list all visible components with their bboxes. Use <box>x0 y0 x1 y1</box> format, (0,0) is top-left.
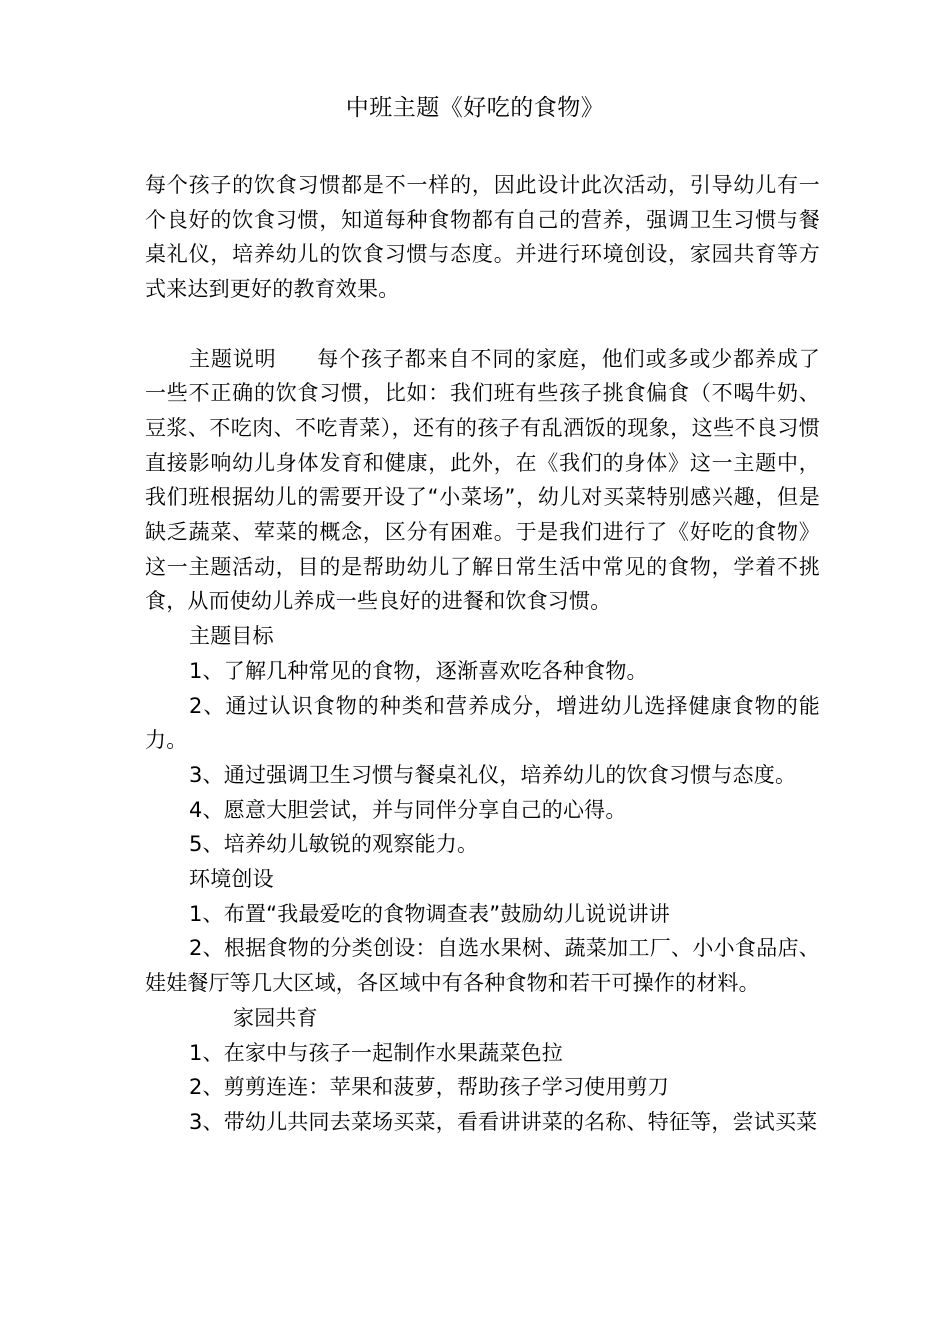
environment-heading: 环境创设 <box>189 867 274 892</box>
home-school-item: 3、带幼儿共同去菜场买菜，看看讲讲菜的名称、特征等，尝试买菜 <box>189 1109 818 1134</box>
paragraph-gap <box>145 307 820 342</box>
goal-item: 2、通过认识食物的种类和营养成分，增进幼儿选择健康食物的能力。 <box>145 693 820 753</box>
document-body <box>145 168 820 1140</box>
environment-item: 1、布置“我最爱吃的食物调查表”鼓励幼儿说说讲讲 <box>189 901 670 926</box>
environment-item: 2、根据食物的分类创设：自选水果树、蔬菜加工厂、小小食品店、娃娃餐厅等几大区域，各区域中有各种食物和若干可操作的材料。 <box>145 936 820 996</box>
intro-paragraph: 每个孩子的饮食习惯都是不一样的，因此设计此次活动，引导幼儿有一个良好的饮食习惯，知道每种食物都有自己的营养，强调卫生习惯与餐桌礼仪，培养幼儿的饮食习惯与态度。并进行环境创设，家园共育等方式来达到更好的教育效果。 <box>145 173 820 302</box>
theme-note-body: 每个孩子都来自不同的家庭，他们或多或少都养成了一些不正确的饮食习惯，比如：我们班有些孩子挑食偏食（不喝牛奶、豆浆、不吃肉、不吃青菜），还有的孩子有乱洒饭的现象，这些不良习惯直接影响幼儿身体发育和健康，此外，在《我们的身体》这一主题中，我们班根据幼儿的需要开设了“小菜场”，幼儿对买菜特别感兴趣，但是缺乏蔬菜、荤菜的概念，区分有困难。于是我们进行了《好吃的食物》这一主题活动，目的是帮助幼儿了解日常生活中常见的食物，学着不挑食，从而使幼儿养成一些良好的进餐和饮食习惯。 <box>145 346 820 614</box>
goal-item: 1、了解几种常见的食物，逐渐喜欢吃各种食物。 <box>189 658 648 683</box>
goal-item: 3、通过强调卫生习惯与餐桌礼仪，培养幼儿的饮食习惯与态度。 <box>189 762 797 787</box>
home-school-item: 1、在家中与孩子一起制作水果蔬菜色拉 <box>189 1040 563 1065</box>
goals-heading: 主题目标 <box>189 624 274 649</box>
home-school-item: 2、剪剪连连：苹果和菠萝，帮助孩子学习使用剪刀 <box>189 1075 669 1100</box>
theme-note-heading: 主题说明 <box>189 346 277 371</box>
document-title: 中班主题《好吃的食物》 <box>345 95 605 121</box>
home-school-heading: 家园共育 <box>233 1005 318 1030</box>
goal-item: 4、愿意大胆尝试，并与同伴分享自己的心得。 <box>189 797 627 822</box>
theme-note-paragraph <box>145 342 820 620</box>
goal-item: 5、培养幼儿敏锐的观察能力。 <box>189 832 479 857</box>
